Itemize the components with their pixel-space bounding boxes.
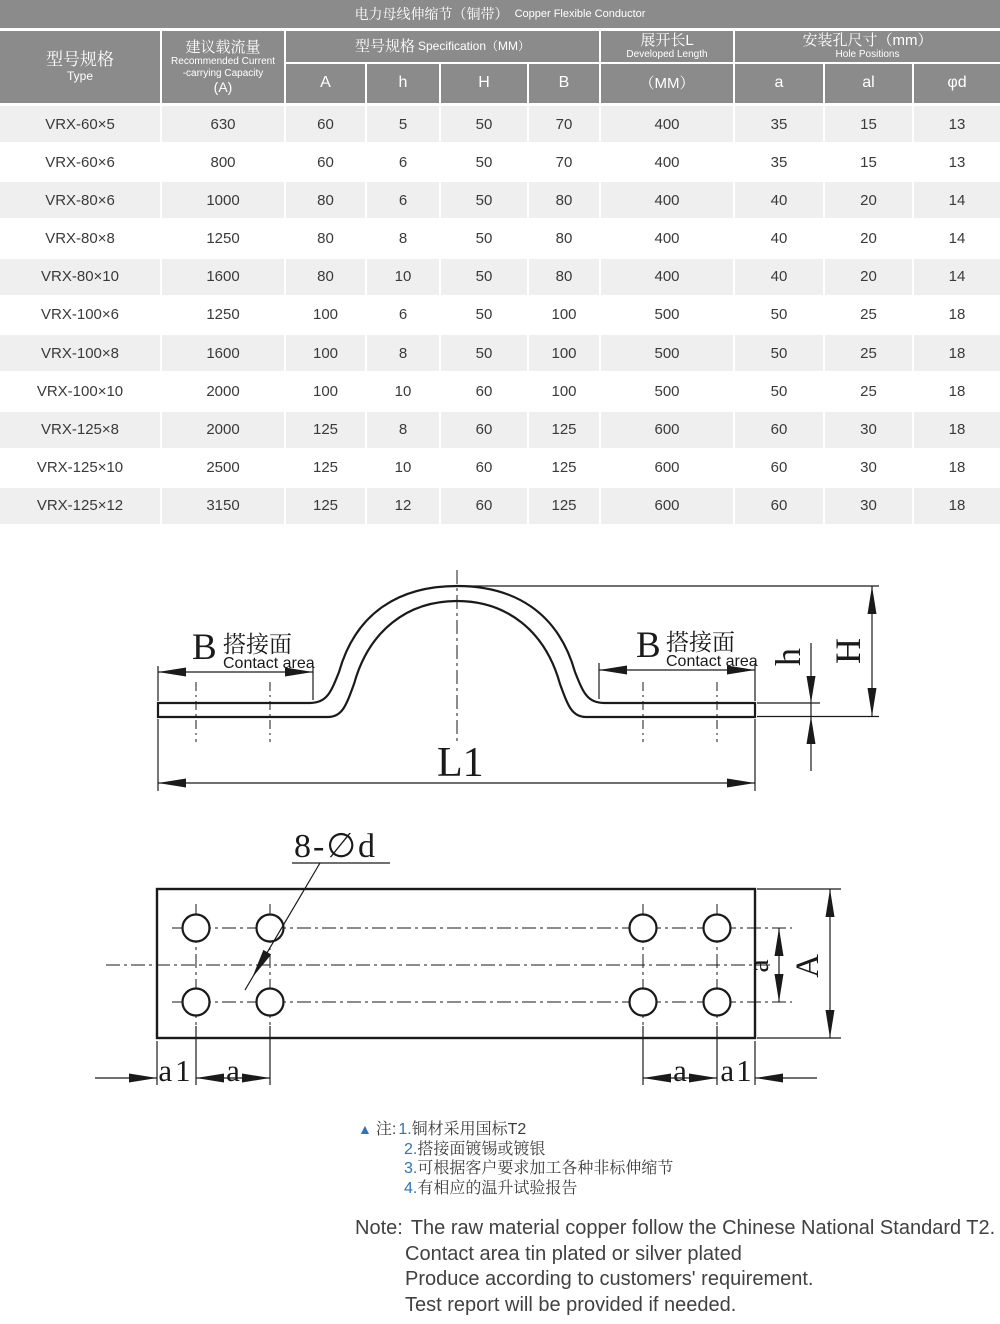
table-row — [0, 450, 1000, 486]
header-group-hole-positions: 安装孔尺寸（mm） Hole Positions — [735, 31, 1000, 62]
table-cell: 20 — [825, 259, 912, 295]
note-zh-line-3: 3. 可根据客户要求加工各种非标伸缩节 — [404, 1160, 674, 1178]
table-row — [0, 144, 1000, 180]
plate-drawing — [0, 820, 1000, 1100]
table-cell: 50 — [735, 297, 823, 333]
table-cell: 70 — [529, 106, 599, 142]
table-cell: 2000 — [162, 412, 284, 448]
dim-label-b-right: B — [636, 625, 661, 666]
table-row — [0, 182, 1000, 218]
header-cell-length-unit: （MM） — [601, 64, 733, 103]
dim-label-h: h — [768, 648, 808, 666]
table-cell: 18 — [914, 335, 1000, 371]
table-cell: 20 — [825, 221, 912, 257]
table-cell: 30 — [825, 488, 912, 524]
table-cell: 60 — [735, 412, 823, 448]
table-cell: 2000 — [162, 373, 284, 409]
table-row — [0, 221, 1000, 257]
table-cell: 60 — [441, 412, 527, 448]
dim-label-a-left: a — [226, 1053, 240, 1088]
dim-label-a-right: a — [673, 1053, 687, 1088]
table-cell: 125 — [529, 488, 599, 524]
table-cell: 50 — [441, 297, 527, 333]
header-cell-al: al — [825, 64, 912, 103]
table-cell: 100 — [286, 373, 365, 409]
table-cell: 600 — [601, 412, 733, 448]
table-cell: 2500 — [162, 450, 284, 486]
table-cell: 18 — [914, 488, 1000, 524]
table-cell: 10 — [367, 259, 439, 295]
table-cell: 40 — [735, 221, 823, 257]
table-cell: 6 — [367, 144, 439, 180]
page-title-en: Copper Flexible Conductor — [514, 8, 646, 20]
table-cell: 40 — [735, 182, 823, 218]
table-cell: 1600 — [162, 335, 284, 371]
table-cell: 60 — [286, 144, 365, 180]
table-cell: VRX-125×10 — [0, 450, 160, 486]
table-row — [0, 259, 1000, 295]
table-cell: 50 — [441, 259, 527, 295]
header-cell-a: a — [735, 64, 823, 103]
table-cell: 50 — [441, 335, 527, 371]
table-cell: 8 — [367, 221, 439, 257]
table-cell: 400 — [601, 106, 733, 142]
table-row — [0, 297, 1000, 333]
table-cell: 50 — [735, 335, 823, 371]
table-cell: 50 — [441, 106, 527, 142]
table-cell: 35 — [735, 144, 823, 180]
table-cell: 800 — [162, 144, 284, 180]
header-group-specification: 型号规格 Specification（MM） — [286, 31, 599, 62]
table-cell: 15 — [825, 144, 912, 180]
table-cell: 10 — [367, 373, 439, 409]
dim-label-l1: L1 — [437, 740, 484, 786]
table-cell: VRX-80×6 — [0, 182, 160, 218]
table-cell: 3150 — [162, 488, 284, 524]
profile-drawing — [0, 552, 1000, 800]
table-cell: 400 — [601, 221, 733, 257]
table-cell: VRX-100×6 — [0, 297, 160, 333]
notes-chinese — [358, 1120, 673, 1199]
table-cell: 80 — [529, 259, 599, 295]
header-cell-B: B — [529, 64, 599, 103]
table-cell: VRX-125×12 — [0, 488, 160, 524]
table-cell: 125 — [529, 412, 599, 448]
table-row — [0, 335, 1000, 371]
table-cell: 35 — [735, 106, 823, 142]
table-cell: 12 — [367, 488, 439, 524]
note-en-line-1: Note: The raw material copper follow the Chinese National Standard T2. — [355, 1217, 996, 1239]
table-cell: 60 — [441, 450, 527, 486]
note-zh-line-4: 4. 有相应的温升试验报告 — [404, 1180, 578, 1198]
header-cell-A: A — [286, 64, 365, 103]
table-cell: 14 — [914, 182, 1000, 218]
table-cell: 125 — [286, 488, 365, 524]
notes-english — [355, 1216, 995, 1318]
table-cell: 80 — [286, 182, 365, 218]
table-header — [0, 31, 1000, 103]
table-cell: 100 — [286, 335, 365, 371]
table-cell: 80 — [286, 259, 365, 295]
note-en-line-3: Produce according to customers' requirement. — [405, 1268, 814, 1290]
table-cell: 25 — [825, 297, 912, 333]
table-cell: 14 — [914, 221, 1000, 257]
table-cell: 50 — [441, 144, 527, 180]
table-cell: 15 — [825, 106, 912, 142]
dim-label-A-vertical: A — [790, 954, 826, 978]
table-cell: 60 — [735, 488, 823, 524]
table-cell: 8 — [367, 335, 439, 371]
table-cell: 400 — [601, 259, 733, 295]
table-row — [0, 106, 1000, 142]
table-cell: 1250 — [162, 221, 284, 257]
holes-callout-label: 8-∅d — [294, 828, 377, 865]
header-cell-type: 型号规格 Type — [0, 31, 160, 103]
table-cell: 18 — [914, 297, 1000, 333]
table-cell: 80 — [286, 221, 365, 257]
table-cell: 13 — [914, 106, 1000, 142]
table-cell: VRX-60×5 — [0, 106, 160, 142]
table-cell: 20 — [825, 182, 912, 218]
table-cell: 600 — [601, 450, 733, 486]
table-cell: 400 — [601, 182, 733, 218]
table-cell: VRX-80×10 — [0, 259, 160, 295]
table-cell: 100 — [529, 335, 599, 371]
table-cell: 6 — [367, 297, 439, 333]
table-cell: 8 — [367, 412, 439, 448]
table-cell: VRX-100×10 — [0, 373, 160, 409]
table-cell: 500 — [601, 297, 733, 333]
table-row — [0, 373, 1000, 409]
note-zh-line-2: 2. 搭接面镀锡或镀银 — [404, 1140, 546, 1158]
table-cell: 10 — [367, 450, 439, 486]
table-cell: 100 — [529, 297, 599, 333]
dim-label-H: H — [828, 638, 868, 664]
dim-label-b-left: B — [192, 627, 217, 668]
table-cell: VRX-60×6 — [0, 144, 160, 180]
dim-label-a1-left: a1 — [158, 1053, 194, 1088]
table-cell: 600 — [601, 488, 733, 524]
header-group-developed-length: 展开长L Developed Length — [601, 31, 733, 62]
header-cell-h: h — [367, 64, 439, 103]
table-cell: 60 — [441, 488, 527, 524]
table-cell: 60 — [441, 373, 527, 409]
page-title — [0, 0, 1000, 28]
contact-area-en-left: Contact area — [223, 655, 315, 672]
table-cell: 30 — [825, 450, 912, 486]
table-cell: 30 — [825, 412, 912, 448]
contact-area-zh-right: 搭接面 — [666, 629, 735, 655]
table-cell: 500 — [601, 335, 733, 371]
table-cell: 80 — [529, 221, 599, 257]
note-en-line-2: Contact area tin plated or silver plated — [405, 1242, 742, 1265]
page-title-zh: 电力母线伸缩节（铜带） — [354, 6, 509, 22]
dim-label-a1-right: a1 — [720, 1053, 754, 1088]
contact-area-en-right: Contact area — [666, 653, 758, 670]
contact-area-zh-left: 搭接面 — [223, 631, 292, 657]
header-cell-phi-d: φd — [914, 64, 1000, 103]
table-cell: 25 — [825, 373, 912, 409]
table-cell: 18 — [914, 373, 1000, 409]
table-row — [0, 488, 1000, 524]
note-en-line-4: Test report will be provided if needed. — [405, 1293, 737, 1316]
table-cell: 400 — [601, 144, 733, 180]
plate-outline — [157, 889, 755, 1038]
table-cell: 125 — [286, 412, 365, 448]
table-row — [0, 412, 1000, 448]
table-cell: 50 — [441, 221, 527, 257]
table-cell: 60 — [735, 450, 823, 486]
note-triangle-icon: ▲ — [358, 1121, 372, 1137]
table-cell: 630 — [162, 106, 284, 142]
table-cell: 13 — [914, 144, 1000, 180]
table-cell: 100 — [286, 297, 365, 333]
table-cell: 40 — [735, 259, 823, 295]
table-cell: 5 — [367, 106, 439, 142]
table-cell: 18 — [914, 412, 1000, 448]
table-cell: 500 — [601, 373, 733, 409]
table-cell: 50 — [735, 373, 823, 409]
table-cell: 125 — [286, 450, 365, 486]
header-cell-capacity: 建议载流量 Recommended Current -carrying Capacity (A) — [162, 31, 284, 103]
table-cell: 80 — [529, 182, 599, 218]
table-body — [0, 106, 1000, 526]
table-cell: 1250 — [162, 297, 284, 333]
table-cell: 50 — [441, 182, 527, 218]
table-cell: 14 — [914, 259, 1000, 295]
note-zh-line-1: ▲ 注: 1. 铜材采用国标T2 — [358, 1121, 527, 1138]
header-cell-H: H — [441, 64, 527, 103]
table-cell: 1600 — [162, 259, 284, 295]
table-cell: 1000 — [162, 182, 284, 218]
table-cell: 125 — [529, 450, 599, 486]
table-cell: 18 — [914, 450, 1000, 486]
table-cell: 70 — [529, 144, 599, 180]
table-cell: 6 — [367, 182, 439, 218]
table-cell: 60 — [286, 106, 365, 142]
table-cell: 100 — [529, 373, 599, 409]
table-cell: VRX-100×8 — [0, 335, 160, 371]
dim-label-a-vertical: a — [742, 959, 775, 973]
table-cell: VRX-125×8 — [0, 412, 160, 448]
table-cell: 25 — [825, 335, 912, 371]
table-cell: VRX-80×8 — [0, 221, 160, 257]
